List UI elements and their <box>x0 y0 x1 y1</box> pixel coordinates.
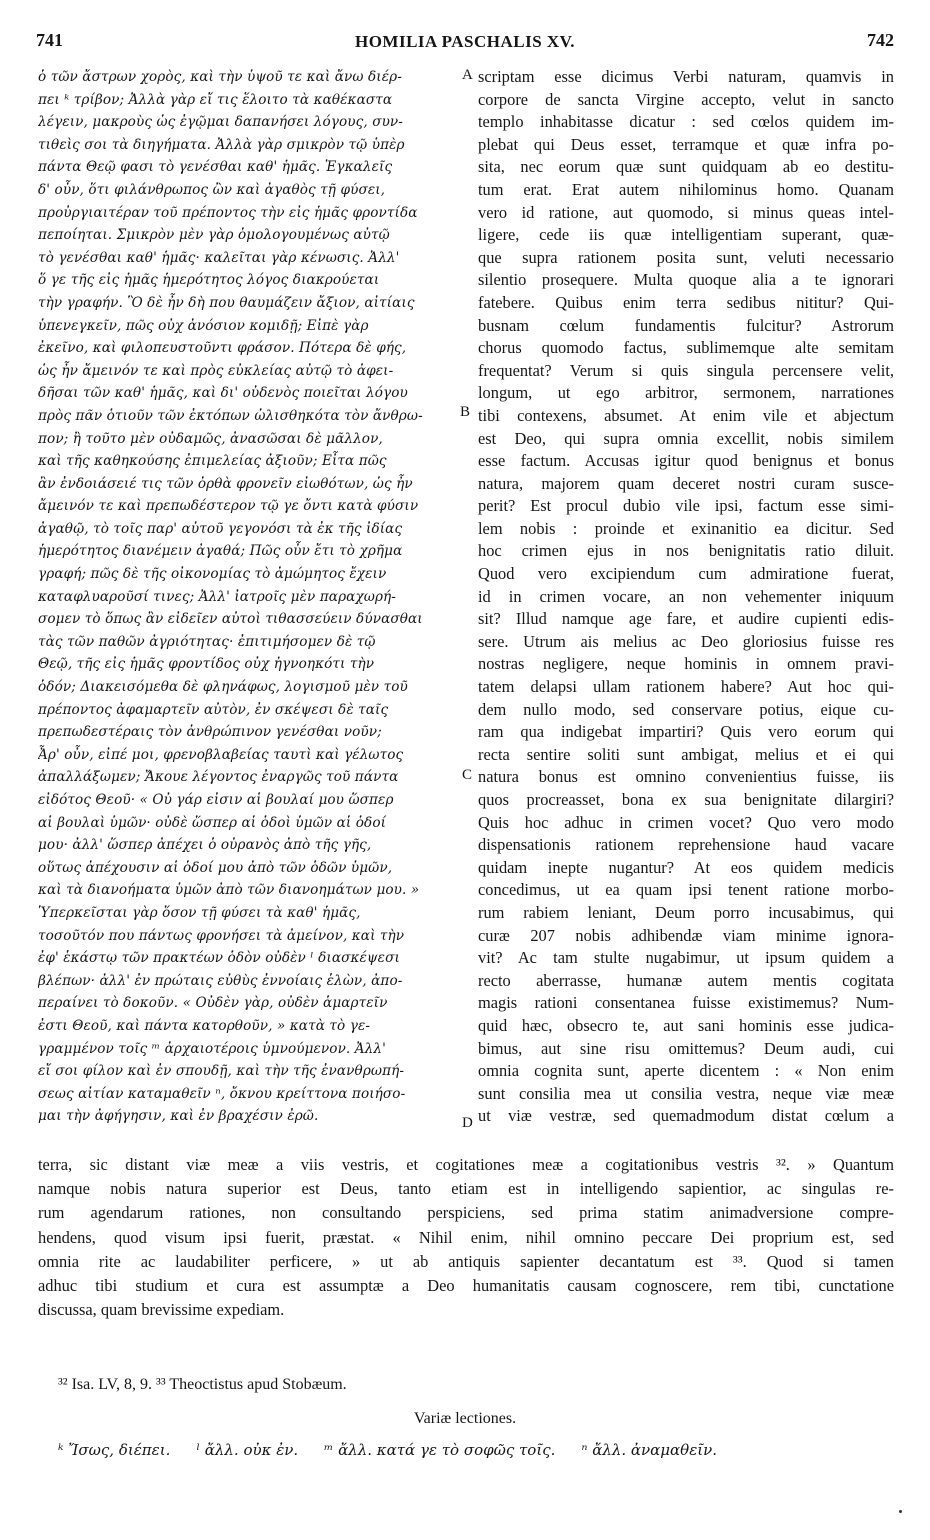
latin-text-line: discussa, quam brevissime expediam. <box>38 1300 285 1320</box>
greek-text-line: λέγειν, μακροὺς ὡς ἐγῷμαι δαπανήσει λόγους, συν- <box>38 114 403 131</box>
latin-text-line: corpore de sancta Virgine accepto, velut in sancto <box>478 89 894 109</box>
page-header <box>36 30 894 58</box>
latin-text-line: longum, ut ego arbitror, sermonem, narrationes <box>478 383 894 403</box>
greek-text-line: σεως αἰτίαν καταμαθεῖν ⁿ, ὄκνου κρείττονα ποιήσο- <box>38 1085 406 1102</box>
latin-text-line: vit? Ac tam stulte nugabimur, ut ipsum quidem a <box>478 948 894 968</box>
greek-text-line: Θεῷ, τῆς εἰς ἡμᾶς φροντίδος οὐχ ἠγνοηκότι τὴν <box>38 656 375 673</box>
latin-text-line: esse factum. Accusas igitur quod benignus et bonus <box>478 451 894 471</box>
greek-text-line: δ' οὖν, ὅτι φιλάνθρωπος ὢν καὶ ἀγαθὸς τῇ φύσει, <box>38 181 386 198</box>
footnotes: ³² Isa. LV, 8, 9. ³³ Theoctistus apud Stobæum. <box>58 1376 347 1393</box>
latin-text-line: frequentat? Verum si quis singula percensere velit, <box>478 360 894 380</box>
greek-text-line: ὅ γε τῆς εἰς ἡμᾶς ἡμερότητος λόγος διακρούεται <box>38 272 380 289</box>
greek-column <box>38 66 458 1128</box>
greek-text-line: τὰς τῶν παθῶν ἀγριότητας· ἐπιτιμήσομεν δὲ τῷ <box>38 633 376 650</box>
greek-text-line: μου· ἀλλ' ὥσπερ ἀπέχει ὁ οὐρανὸς ἀπὸ τῆς γῆς, <box>38 837 372 854</box>
latin-text-line: vero id ratione, aut quomodo, si minus queas intel- <box>478 202 894 222</box>
latin-text-line: sere. Utrum ais melius ac Deo gloriosius fuisse res <box>478 631 894 651</box>
print-speck <box>899 1510 902 1513</box>
greek-text-line: καταφλυαροῦσί τινες; Ἀλλ' ἰατροῖς μὲν παραχωρή- <box>38 588 396 605</box>
greek-text-line: πάντα Θεῷ φασι τὸ γενέσθαι καθ' ἡμᾶς. Ἐγκαλεῖς <box>38 159 393 176</box>
variant-reading: ˡ ἄλλ. οὐκ ἐν. <box>196 1441 299 1459</box>
running-title: HOMILIA PASCHALIS XV. <box>354 32 576 51</box>
variant-reading: ᵏ Ἴσως, διέπει. <box>58 1441 171 1459</box>
latin-text-line: sunt consilia mea ut consilia vestra, neque viæ meæ <box>478 1083 894 1103</box>
greek-text-line: δῆσαι τῶν καθ' ἡμᾶς, καὶ δι' οὐδενὸς ποιεῖται λόγου <box>38 385 408 402</box>
margin-marker-a: A <box>462 67 473 83</box>
greek-text-line: τὸ γενέσθαι καθ' ἡμᾶς· καλεῖται γὰρ κένωσις. Ἀλλ' <box>38 249 400 266</box>
greek-text-line: βλέπων· ἀλλ' ἐν πρώταις εὐθὺς ἐννοίαις ἑλὼν, ἀπο- <box>38 972 403 989</box>
variant-reading: ᵐ ἄλλ. κατά γε τὸ σοφῶς τοῖς. <box>324 1441 556 1459</box>
latin-text-line: hendens, quod visum ipsi fuerit, præstat. « Nihil enim, nihil omnino peccare Dei proprium est, sed <box>38 1227 894 1247</box>
greek-text-line: σομεν τὸ ὅπως ἂν εἰδεῖεν αὐτοὶ τιθασσεύειν δύνασθαι <box>38 611 423 628</box>
latin-text-line: hoc crimen ejus in nos benignitatis ratio diluit. <box>478 541 894 561</box>
latin-text-line: rum agendarum rationes, non consultando perspiciens, sed prima statim animadversione compre- <box>38 1203 894 1223</box>
greek-text-line: ὑπενεγκεῖν, πῶς οὐχ ἀνόσιον κομιδῇ; Εἰπὲ γὰρ <box>38 317 369 334</box>
greek-text-line: πει ᵏ τρίβον; Ἀλλὰ γὰρ εἴ τις ἕλοιτο τὰ καθέκαστα <box>38 91 393 108</box>
latin-text-line: quid hæc, obsecro te, aut sani hominis esse judica- <box>478 1015 894 1035</box>
greek-text-line: ὁδόν; Διακεισόμεθα δὲ φληνάφως, λογισμοῦ μὲν τοῦ <box>38 679 408 696</box>
greek-text-line: περαίνει τὸ δοκοῦν. « Οὐδὲν γὰρ, οὐδὲν ἁμαρτεῖν <box>38 995 388 1012</box>
latin-text-line: dispensationis rationem reprehensione haud vacare <box>478 835 894 855</box>
margin-marker-d: D <box>462 1115 473 1131</box>
greek-text-line: Ἆρ' οὖν, εἰπέ μοι, φρενοβλαβείας ταυτὶ καὶ γέλωτος <box>38 746 404 763</box>
greek-text-line: ἀπαλλάξωμεν; Ἄκουε λέγοντος ἐναργῶς τοῦ πάντα <box>38 769 399 786</box>
latin-text-line: curæ 207 nobis adhibendæ viam minime ignora- <box>478 925 894 945</box>
latin-text-line: nostras negligere, neque hominis in omnem pravi- <box>478 654 894 674</box>
latin-text-line: lem nobis : proinde et exinanitio ea dicitur. Sed <box>478 518 894 538</box>
greek-text-line: ἄμεινόν τε καὶ πρεπωδέστερον τῷ γε ὄντι κατὰ φύσιν <box>38 498 419 515</box>
greek-text-line: ἐκεῖνο, καὶ φιλοπευστοῦντι φράσον. Πότερα δὲ φής, <box>38 340 407 357</box>
full-width-text <box>38 1153 894 1322</box>
variant-reading: ⁿ ἄλλ. ἀναμαθεῖν. <box>581 1441 718 1459</box>
latin-text-line: natura, majorem quam deceret nostri curam susce- <box>478 473 894 493</box>
greek-text-line: γραφή; πῶς δὲ τῆς οἰκονομίας τὸ ἀμώμητος ἔχειν <box>38 566 387 583</box>
latin-text-line: chorus quomodo factus, sublimemque alte semitam <box>478 338 894 358</box>
greek-text-line: Ὑπερκεῖσται γὰρ ὅσον τῇ φύσει τὰ καθ' ἡμᾶς, <box>38 904 361 921</box>
latin-text-line: tatem delapsi ullam rationem habere? Aut hoc qui- <box>478 677 894 697</box>
greek-text-line: ἡμερότητος διανέμειν ἀγαθά; Πῶς οὖν ἔτι τὸ χρῆμα <box>38 543 403 560</box>
latin-text-line: quidam inepte nugantur? At eos quidem medicis <box>478 857 894 877</box>
latin-text-line: adhuc tibi studium et cura est assumptæ a Deo humanitatis causam cognoscere, rem tibi, cunctatione <box>38 1275 894 1295</box>
greek-text-line: καὶ τὰ διανοήματα ὑμῶν ἀπὸ τῶν διανοημάτων μου. » <box>38 882 420 899</box>
greek-text-line: τιθεὶς σοι τὰ διηγήματα. Ἀλλὰ γὰρ σμικρὸν τῷ ὑπὲρ <box>38 136 405 153</box>
greek-text-line: μαι τὴν ἀφήγησιν, καὶ ἐν βραχέσιν ἐρῶ. <box>38 1108 319 1125</box>
latin-text-line: tibi contexens, absumet. At enim vile et abjectum <box>478 405 894 425</box>
latin-text-line: Quis hoc adhuc in crimen vocet? Quo vero modo <box>478 812 894 832</box>
latin-text-line: sita, nec eorum quæ sunt quidquam ab eo destitu- <box>478 157 894 177</box>
greek-text-line: ἂν ἐνδοιάσειέ τις τῶν ὀρθὰ φρονεῖν εἰωθότων, ὡς ἦν <box>38 475 413 492</box>
latin-text-line: rum rabiem leniant, Deum porro incusabimus, qui <box>478 902 894 922</box>
greek-text-line: ὁ τῶν ἄστρων χορὸς, καὶ τὴν ὑψοῦ τε καὶ ἄνω διέρ- <box>38 69 402 85</box>
latin-text-line: silentio prosequere. Multa quoque alia a te ignorari <box>478 270 894 290</box>
latin-text-line: ligere, cede iis quæ intelligentiam superant, quæ- <box>478 225 894 245</box>
margin-marker-b: B <box>460 404 471 420</box>
greek-text-line: ἀγαθῷ, τὸ τοῖς παρ' αὐτοῦ γεγονόσι τὰ ἐκ τῆς ἰδίας <box>38 520 403 537</box>
greek-text-line: τὴν γραφήν. Ὃ δὲ ἦν δὴ που θαυμάζειν ἄξιον, αἰτίαις <box>38 294 415 311</box>
right-page-number: 742 <box>867 30 894 50</box>
left-page-number: 741 <box>36 30 63 50</box>
greek-text-line: προὐργιαιτέραν τοῦ πρέποντος τὴν εἰς ἡμᾶς φροντίδα <box>38 204 418 221</box>
greek-text-line: ἐφ' ἑκάστῳ τῶν πρακτέων ὁδὸν οὐδὲν ˡ διασκέψεσι <box>38 950 400 967</box>
latin-text-line: ut viæ vestræ, sed quemadmodum distat cœlum a <box>478 1106 894 1126</box>
greek-text-line: καὶ τῆς καθηκούσης ἐπιμελείας ἀξιοῦν; Εἶτα πῶς <box>38 453 387 470</box>
latin-text-line: terra, sic distant viæ meæ a viis vestris, et cogitationes meæ a cogitationibus vestris ³². » Quantum <box>38 1155 894 1174</box>
latin-text-line: perit? Est procul dubio vile ipsi, factum esse simi- <box>478 496 894 516</box>
latin-text-line: bimus, aut sine risu omittemus? Deum audi, cui <box>478 1038 894 1058</box>
greek-text-line: πεποίηται. Σμικρὸν μὲν γὰρ ὁμολογουμένως αὐτῷ <box>38 227 390 244</box>
greek-text-line: πρέποντος ἀφαμαρτεῖν αὐτὸν, ἐν σκέψεσι δὲ ταῖς <box>38 701 389 718</box>
latin-text-line: recta sentire soliti sunt ambigat, melius et ei qui <box>478 744 894 764</box>
latin-text-line: magis rationi consentanea fuisse existimemus? Num- <box>478 993 894 1013</box>
latin-text-line: sit? Illud namque age fare, et audire cupienti edis- <box>478 609 894 629</box>
greek-text-line: πρεπωδεστέραις τὸν ἀνθρώπινον γενέσθαι νοῦν; <box>38 724 382 741</box>
latin-text-line: omnia rite ac laudabiliter perficere, » ut ab antiquis sapienter decantatum est ³³. Quod si tamen <box>38 1251 894 1271</box>
latin-text-line: id in crimen vocare, an non vehementer iniquum <box>478 586 894 606</box>
latin-text-line: namque nobis natura superior est Deus, tanto etiam est in intelligendo sapientior, ac singulas re- <box>38 1179 894 1199</box>
latin-text-line: Quod vero excipiendum cum admiratione fuerat, <box>478 564 894 584</box>
latin-text-line: busnam cœlum fundamentis fulcitur? Astrorum <box>478 315 894 335</box>
latin-text-line: omnia cognita sunt, aperte dicentem : « Non enim <box>478 1061 894 1081</box>
latin-text-line: que supra rationem posita sunt, veluti necessario <box>478 247 894 267</box>
latin-text-line: fatebere. Quibus enim terra sedibus nititur? Qui- <box>478 292 894 312</box>
latin-text-line: tum erat. Erat autem nihilominus homo. Quanam <box>478 179 894 199</box>
latin-text-line: ram qua indigebat impartiri? Quis vero eorum qui <box>478 722 894 742</box>
greek-text-line: εἴ σοι φίλον καὶ ἐν σπουδῇ, καὶ τὴν τῆς ἐνανθρωπή- <box>38 1063 405 1080</box>
greek-text-line: πον; ἢ τοῦτο μὲν οὐδαμῶς, ἀνασῶσαι δὲ μᾶλλον, <box>38 430 383 447</box>
latin-text-line: quos procreasset, bona ex sua benignitate dilargiri? <box>478 790 894 809</box>
latin-text-line: dem nullo modo, sed conservare potius, eique cu- <box>478 699 894 719</box>
latin-text-line: plebat qui Deus esset, terramque et quæ infra po- <box>478 134 894 154</box>
variae-lectiones-title: Variæ lectiones. <box>413 1410 517 1427</box>
latin-text-line: est Deo, qui supra omnia excellit, nobis similem <box>478 428 894 448</box>
variae-lectiones <box>58 1441 743 1459</box>
latin-text-line: concedimus, ut ea quam ipsi tenent ratione morbo- <box>478 880 894 900</box>
greek-text-line: ἐστι Θεοῦ, καὶ πάντα κατορθοῦν, » κατὰ τὸ γε- <box>38 1017 371 1034</box>
greek-text-line: αἱ βουλαὶ ὑμῶν· οὐδὲ ὥσπερ αἱ ὁδοὶ ὑμῶν αἱ ὁδοί <box>38 814 387 831</box>
greek-text-line: γραμμένον τοῖς ᵐ ἀρχαιοτέροις ὑμνούμενον. Ἀλλ' <box>38 1040 386 1057</box>
latin-text-line: scriptam esse dicimus Verbi naturam, quamvis in <box>478 67 894 86</box>
greek-text-line: εἰδότος Θεοῦ· « Οὐ γάρ εἰσιν αἱ βουλαί μου ὥσπερ <box>38 792 394 808</box>
margin-marker-c: C <box>462 767 473 783</box>
greek-text-line: πρὸς πᾶν ὁτιοῦν τῶν ἐκτόπων ὠλισθηκότα τὸν ἄνθρω- <box>38 407 423 424</box>
greek-text-line: ὡς ἦν ἄμεινόν τε καὶ πρὸς εὐκλείας αὐτῷ τὸ ἀφει- <box>38 362 394 379</box>
latin-column <box>478 66 894 1128</box>
latin-text-line: templo inhabitasse dicatur : sed cœlos quidem im- <box>478 112 894 132</box>
latin-text-line: recto aberrasse, humanæ autem mentis cogitata <box>478 970 894 990</box>
greek-text-line: τοσοῦτόν που πάντως φρονήσει τὰ ἀμείνον, καὶ τὴν <box>38 927 405 944</box>
greek-text-line: οὕτως ἀπέχουσιν αἱ ὁδοί μου ἀπὸ τῶν ὁδῶν ὑμῶν, <box>38 859 393 876</box>
latin-text-line: natura bonus est omnino convenientius fuisse, iis <box>478 767 894 787</box>
